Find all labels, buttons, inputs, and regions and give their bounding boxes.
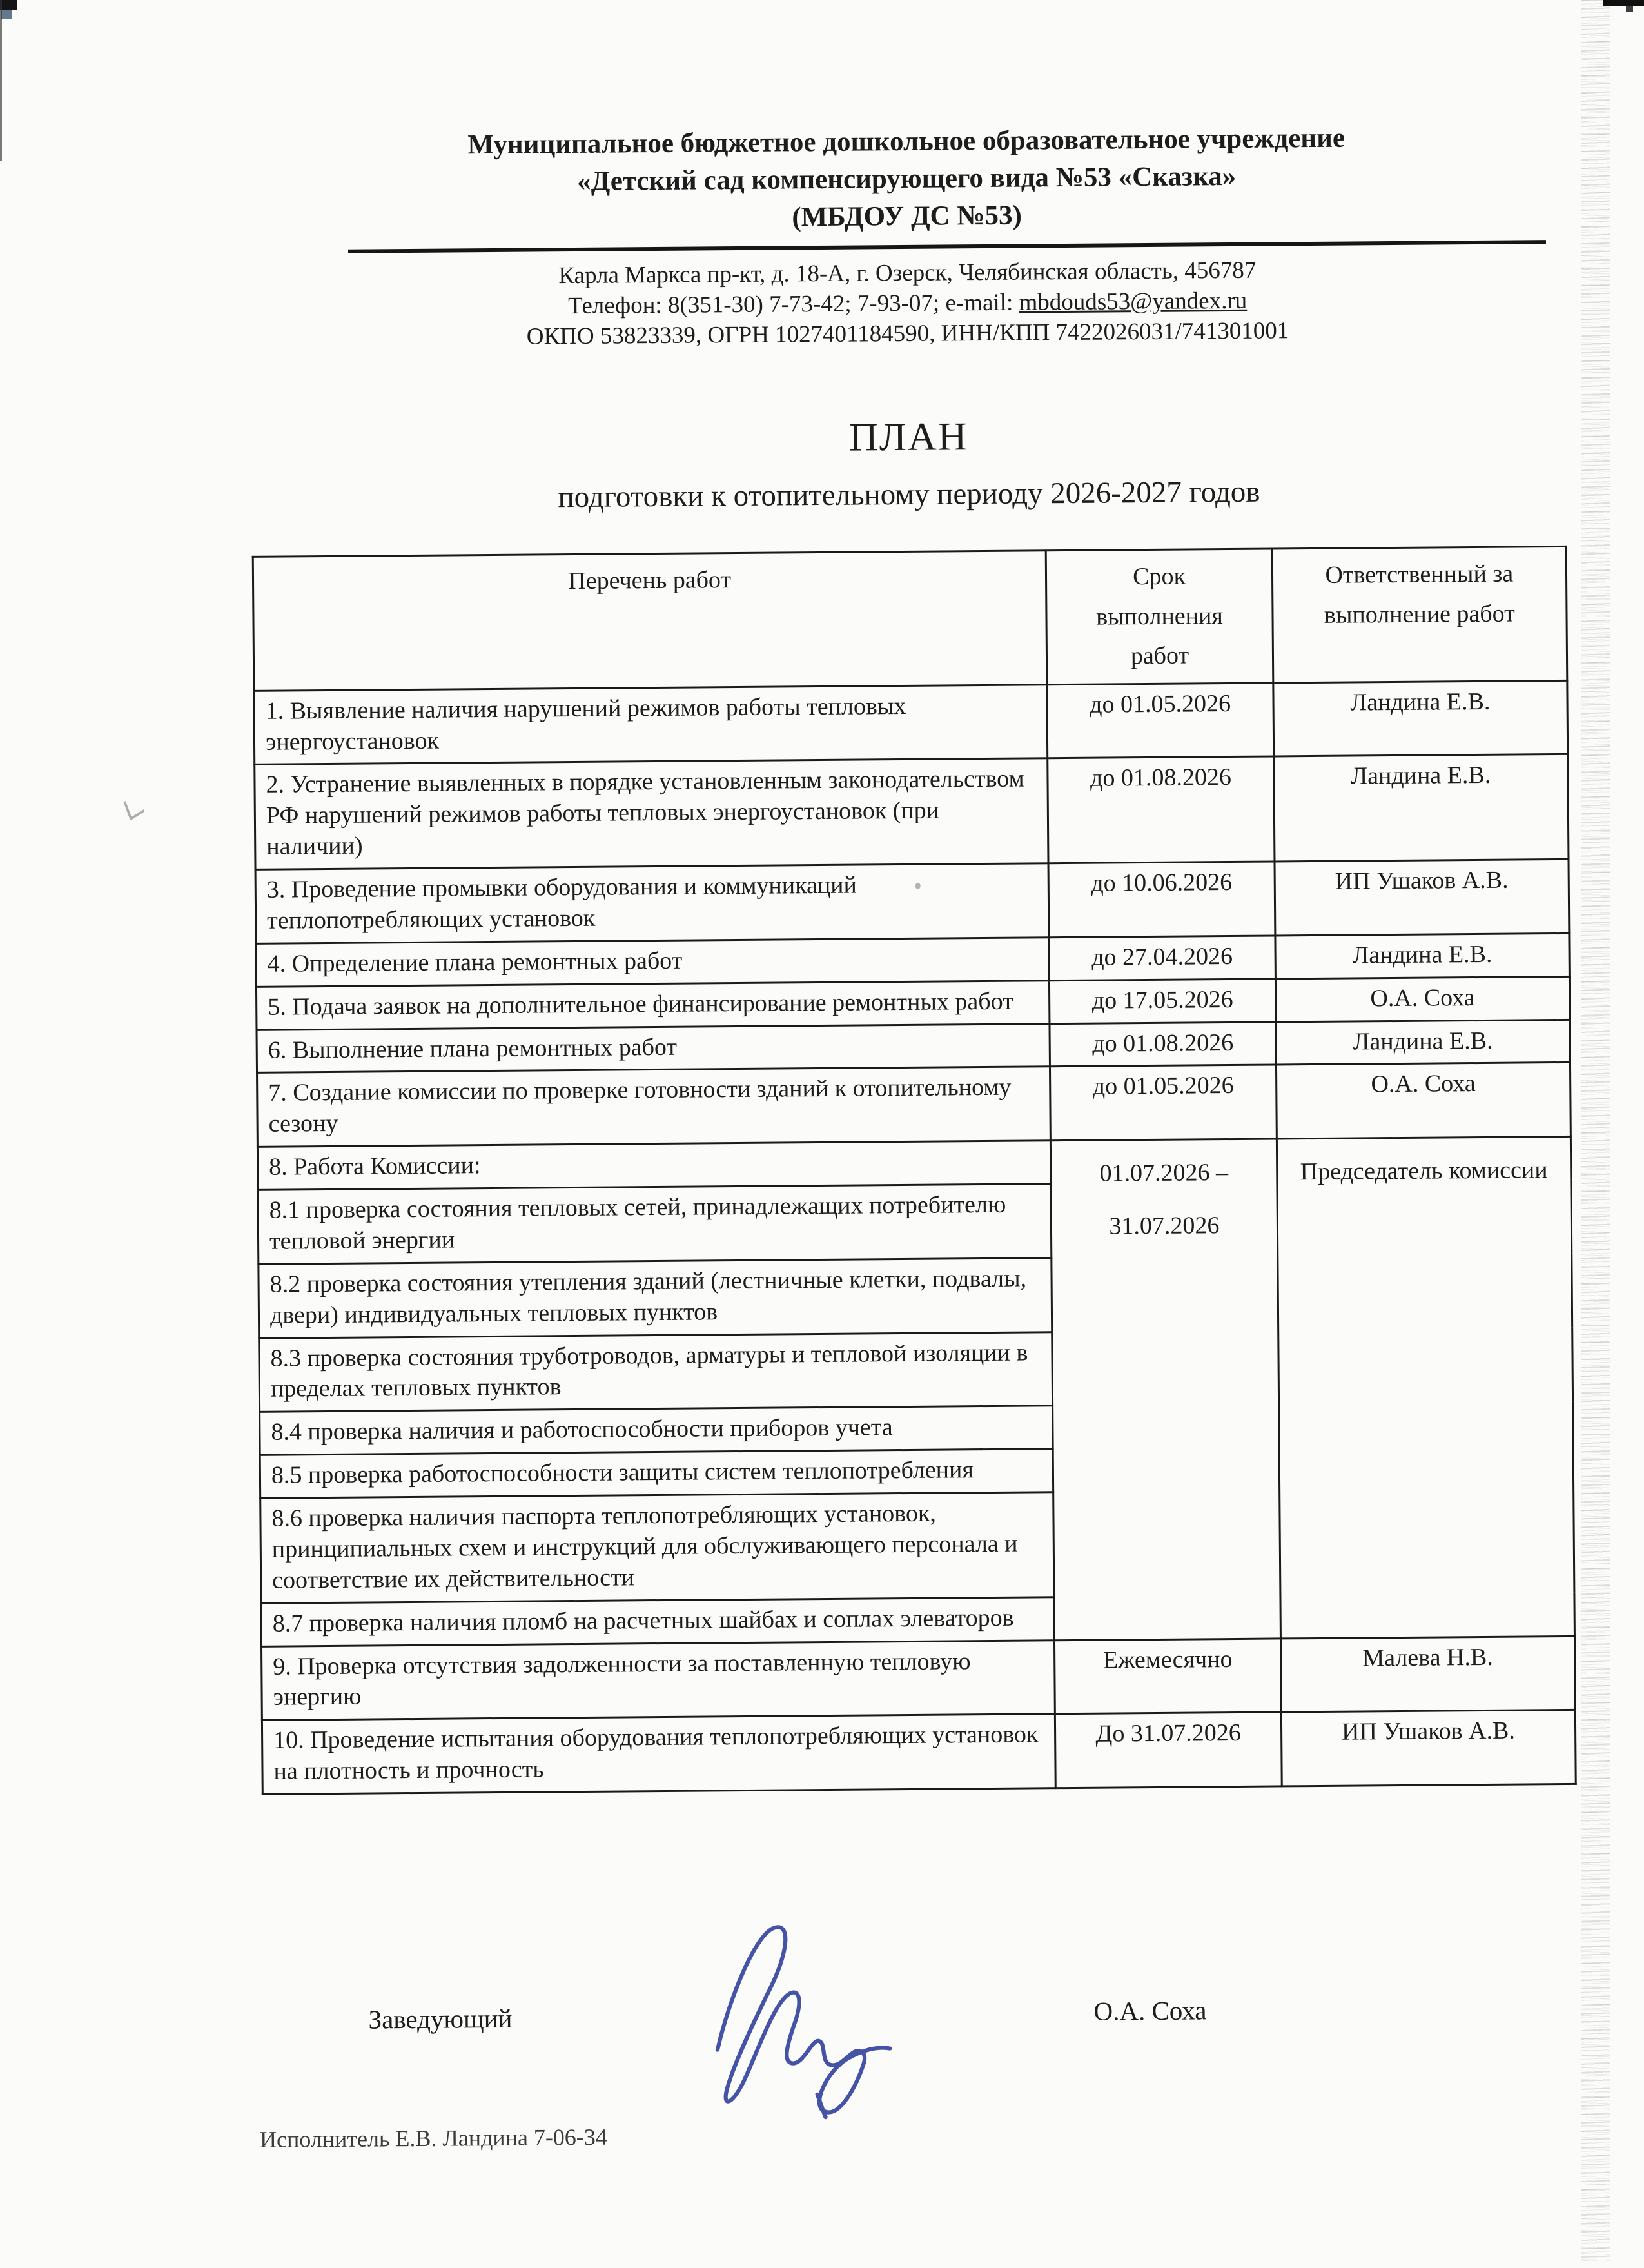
work-item-cell: 8.4 проверка наличия и работоспособности приборов учета xyxy=(260,1406,1053,1455)
scan-corner-mark-top-right xyxy=(1603,0,1644,6)
scan-edge-left xyxy=(0,0,2,161)
org-name-line2: «Детский сад компенсирующего вида №53 «Сказка» xyxy=(576,161,1237,197)
work-item-cell: 3. Проведение промывки оборудования и коммуникаций теплопотребляющих установок xyxy=(255,863,1049,943)
term-cell: 01.07.2026 – 31.07.2026 xyxy=(1051,1139,1280,1640)
work-item-cell: 8.2 проверка состояния утепления зданий (лестничные клетки, подвалы, двери) индивидуальных тепловых пунктов xyxy=(259,1257,1052,1337)
plan-table-body xyxy=(254,680,1576,1794)
table-row xyxy=(262,1710,1576,1795)
scan-corner-mark-top-right-small xyxy=(1626,6,1633,12)
letterhead-divider xyxy=(348,240,1546,253)
scan-corner-mark-top-left-blue xyxy=(1,10,12,19)
signer-name: О.А. Соха xyxy=(1093,1995,1207,2026)
org-name-line3: (МБДОУ ДС №53) xyxy=(792,200,1023,233)
term-cell: До 31.07.2026 xyxy=(1055,1712,1282,1788)
term-cell: до 10.06.2026 xyxy=(1048,862,1275,937)
org-email: mbdouds53@yandex.ru xyxy=(1019,287,1248,316)
document-title: ПЛАН xyxy=(848,415,968,460)
org-name-line1: Муниципальное бюджетное дошкольное образовательное учреждение xyxy=(467,123,1346,161)
table-row xyxy=(255,859,1569,943)
work-item-cell: 10. Проведение испытания оборудования теплопотребляющих установок на плотность и прочность xyxy=(262,1714,1055,1794)
column-header-responsible: Ответственный за выполнение работ xyxy=(1272,546,1567,682)
work-item-cell: 8.7 проверка наличия пломб на расчетных шайбах и соплах элеваторов xyxy=(261,1597,1055,1646)
table-row xyxy=(254,680,1568,765)
responsible-cell: Ландина Е.В. xyxy=(1275,933,1570,978)
org-contacts xyxy=(211,252,1604,354)
work-item-cell: 9. Проверка отсутствия задолженности за поставленную тепловую энергию xyxy=(262,1640,1055,1720)
work-item-cell: 5. Подача заявок на дополнительное финансирование ремонтных работ xyxy=(256,980,1050,1030)
table-row xyxy=(262,1636,1576,1721)
term-cell: Ежемесячно xyxy=(1055,1638,1281,1713)
work-item-cell: 2. Устранение выявленных в порядке установленным законодательством РФ нарушений режимов работы тепловых энергоустановок (при наличии) xyxy=(255,758,1049,869)
column-header-work: Перечень работ xyxy=(253,551,1047,691)
term-cell: до 01.05.2026 xyxy=(1047,683,1273,758)
responsible-cell: О.А. Соха xyxy=(1275,976,1570,1021)
signer-role: Заведующий xyxy=(368,2003,513,2035)
phone-label: Телефон: 8(351-30) 7-73-42; 7-93-07; e-mail: xyxy=(568,289,1019,320)
handwritten-signature xyxy=(665,1909,944,2131)
term-cell: до 17.05.2026 xyxy=(1050,979,1276,1024)
responsible-cell: Председатель комиссии xyxy=(1277,1137,1574,1639)
work-item-cell: 8. Работа Комиссии: xyxy=(257,1141,1051,1190)
term-cell: до 01.08.2026 xyxy=(1050,1021,1276,1067)
org-address: Карла Маркса пр-кт, д. 18-А, г. Озерск, Челябинская область, 456787 xyxy=(558,257,1257,290)
term-cell: до 27.04.2026 xyxy=(1049,936,1275,981)
executor-note: Исполнитель Е.В. Ландина 7-06-34 xyxy=(259,2124,607,2153)
work-item-cell: 8.3 проверка состояния труботроводов, арматуры и тепловой изоляции в пределах тепловых пунктов xyxy=(259,1332,1053,1412)
work-item-cell: 8.1 проверка состояния тепловых сетей, принадлежащих потребителю тепловой энергии xyxy=(258,1184,1052,1264)
work-item-cell: 7. Создание комиссии по проверке готовности зданий к отопительному сезону xyxy=(257,1067,1051,1147)
letterhead xyxy=(210,117,1603,241)
stray-ink-dot xyxy=(915,883,921,889)
table-row xyxy=(255,754,1569,870)
responsible-cell: Ландина Е.В. xyxy=(1273,680,1568,756)
work-item-cell: 6. Выполнение плана ремонтных работ xyxy=(257,1023,1050,1073)
table-header-row xyxy=(253,546,1567,691)
table-row xyxy=(257,1063,1571,1147)
scan-corner-mark-top-left xyxy=(0,0,17,10)
column-header-term: Срок выполнения работ xyxy=(1046,549,1273,684)
scan-noise-strip xyxy=(1581,0,1610,2262)
term-cell: до 01.05.2026 xyxy=(1050,1065,1277,1140)
responsible-cell: Ландина Е.В. xyxy=(1273,754,1569,862)
stray-pen-mark xyxy=(123,793,144,821)
org-registration-codes: ОКПО 53823339, ОГРН 1027401184590, ИНН/КПП 7422026031/741301001 xyxy=(526,317,1289,350)
responsible-cell: ИП Ушаков А.В. xyxy=(1281,1710,1576,1786)
signature-icon xyxy=(665,1909,944,2131)
responsible-cell: О.А. Соха xyxy=(1276,1063,1571,1139)
responsible-cell: ИП Ушаков А.В. xyxy=(1275,859,1569,935)
work-item-cell: 4. Определение плана ремонтных работ xyxy=(256,938,1050,987)
term-cell: до 01.08.2026 xyxy=(1048,756,1275,863)
work-item-cell: 8.5 проверка работоспособности защиты систем теплопотребления xyxy=(260,1449,1053,1499)
document-subtitle: подготовки к отопительному периоду 2026-2027 годов xyxy=(558,475,1260,515)
work-item-cell: 8.6 проверка наличия паспорта теплопотребляющих установок, принципиальных схем и инструкций для обслуживающего персонала и соответствие их действительности xyxy=(260,1492,1055,1603)
work-item-cell: 1. Выявление наличия нарушений режимов работы тепловых энергоустановок xyxy=(254,684,1048,764)
plan-table xyxy=(252,546,1577,1795)
responsible-cell: Малева Н.В. xyxy=(1280,1636,1575,1712)
responsible-cell: Ландина Е.В. xyxy=(1276,1020,1571,1065)
